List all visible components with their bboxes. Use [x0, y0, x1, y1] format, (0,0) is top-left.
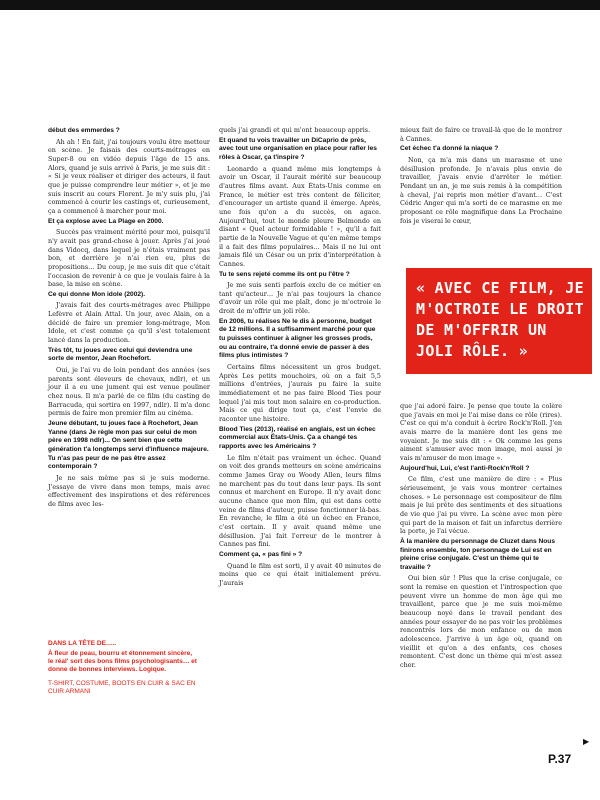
paragraph: Oui bien sûr ! Plus que la crise conjugale, ce sont la remise en question et l'introspection que peuvent vivre un homme de mon âge qui me travaillent, parce que je me suis moi-même beaucoup noyé dans le travail pendant des années pour essayer de ne pas voir les problèmes rencontrés lors de mon enfance ou de mon adolescence. J'arrive à un âge où, quand on vieillit et qu'on a des enfants, ces choses remontent. C'est donc un thème qui m'est assez cher.: [400, 574, 562, 670]
credits-body: À fleur de peau, bourru et étonnement sincère, le réal' sort des bons films psychologisants… et donne de bonnes interviews. Logique.: [48, 650, 197, 673]
column-3-top: [400, 126, 562, 227]
question: Et ça explose avec La Plage en 2000.: [48, 217, 164, 225]
paragraph: Certains films nécessitent un gros budget. Après Les petits mouchoirs, où on a fait 5,5 millions d'entrées, j'aurais pu faire la suite immédiatement et ne pas faire Blood Ties pour lequel j'ai mis tout mon salaire en co-production. Mais ce qui dirige tout ça, c'est l'envie de raconter une histoire.: [219, 363, 381, 423]
column-2: [219, 126, 381, 589]
question: Jeune débutant, tu joues face à Rochefort, Jean Yanne (dans Je règle mon pas sur celui de mon père en 1998 ndlr)... On sent bien que cette génération t'a longtemps servi d'influence majeure. Tu n'as pas peur de ne pas être assez contemporain ?: [48, 420, 209, 471]
question: Et quand tu vois travailler un DiCaprio de près, avec tout une organisation en place pour rafler les rôles à Oscar, ça t'inspire ?: [219, 136, 377, 161]
question: Cet échec t'a donné la niaque ?: [400, 145, 499, 153]
paragraph: Ah ah ! En fait, j'ai toujours voulu être metteur en scène. Je faisais des courts-métrages en Super-8 ou en vidéo depuis l'âge de 15 ans. Alors, quand je suis arrivé à Paris, je me suis dit : « Si je veux réaliser et diriger des acteurs, il faut que je puisse comprendre leur métier », et je me suis inscrit au cours Florent. Je m'y suis plu, j'ai commencé à courir les castings et, curieusement, ça a commencé à marcher pour moi.: [48, 137, 210, 215]
continue-arrow-icon: ▶: [583, 737, 590, 746]
question: Aujourd'hui, Lui, c'est l'anti-Rock'n'Roll ?: [400, 464, 530, 472]
paragraph: J'avais fait des courts-métrages avec Philippe Lefèvre et Alain Attal. Un jour, avec Alain, on a décidé de faire un premier long-métrage, Mon Idole, et c'est comme ça qu'il s'est totalement lancé dans la production.: [48, 301, 210, 345]
pull-quote: « AVEC CE FILM, JE M'OCTROIE LE DROIT DE M'OFFRIR UN JOLI RÔLE. »: [406, 268, 592, 374]
credits-outfit: T-SHIRT, COSTUME, BOOTS EN CUIR & SAC EN CUIR ARMANI: [48, 680, 196, 695]
paragraph: Succès pas vraiment mérité pour moi, puisqu'il n'y avait pas grand-chose à jouer. Après j'ai joué dans Vidocq, dans lequel je n'étais vraiment pas bon, et derrière je n'ai rien eu, plus de propositions… Du coup, je me suis dit que c'était l'occasion de revenir à ce que je voulais faire à la base, la mise en scène.: [48, 228, 210, 289]
paragraph: que j'ai adoré faire. Je pense que toute la colère que j'avais en moi je l'ai mise dans ce rôle (rires). C'est ce qui m'a conduit à écrire Rock'n'Roll. J'en avais marre de la manière dont les gens me voyaient. Je me suis dit : « Ok comme les gens aiment s'amuser avec mon image, moi aussi je vais m'amuser de mon image ».: [400, 402, 562, 462]
paragraph: Non, ça m'a mis dans un marasme et une désillusion profonde. Je n'avais plus envie de travailler, j'avais envie d'arrêter le métier. Pendant un an, je me suis remis à la compétition à cheval, j'ai repris mon métier d'avant… C'est Cédric Anger qui m'a sorti de ce marasme en me proposant ce rôle magnifique dans La Prochaine fois je viserai le cœur,: [400, 155, 562, 225]
question: Comment ça, « pas fini » ?: [219, 550, 303, 558]
paragraph: Je me suis senti parfois exclu de ce métier en tant qu'acteur… Je n'ai pas toujours la chance d'avoir un rôle qui me plaît, donc je m'octroie le droit de m'offrir un joli rôle.: [219, 281, 381, 316]
top-black-bar: [0, 0, 600, 10]
column-3-bottom: [400, 402, 562, 672]
paragraph: mieux fait de faire ce travail-là que de le montrer à Cannes.: [400, 126, 562, 143]
question: À la manière du personnage de Cluzet dans Nous finirons ensemble, ton personnage de Lui est en pleine crise conjugale. C'est un thème qui te travaille ?: [400, 537, 555, 571]
paragraph: Ce film, c'est une manière de dire : « Plus sérieusement, je vais vous montrer certaines choses. » Le personnage est compositeur de film mais je lui prête des sentiments et des situations de vie que j'ai pu vivre. La scène avec mon père qui part de la maison et fait un infarctus derrière la porte, je l'ai vécue.: [400, 475, 562, 536]
paragraph: Oui, je l'ai vu de loin pendant des années (ses parents sont éleveurs de chevaux, ndlr), et un jour il a eu une jument qui est venue pouliner chez nous. Il m'a parlé de ce film (du casting de Barracuda, qui sortira en 1997, ndlr). Il m'a donc permis de faire mon premier film au cinéma.: [48, 366, 210, 418]
paragraph: Quand le film est sorti, il y avait 40 minutes de moins que ce qui était initialement prévu. J'aurais: [219, 561, 381, 587]
question: début des emmerdes ?: [48, 127, 120, 134]
question: Tu te sens rejeté comme ils ont pu l'être ?: [219, 270, 350, 278]
paragraph: Le film n'était pas vraiment un échec. Quand on voit des grands metteurs en scène américains comme James Gray ou Woody Allen, leurs films ne marchent pas du tout dans leur pays. Ils sont connus et marchent en Europe. Il n'y avait donc aucune chance que mon film, qui est dans cette veine de films d'auteur, puisse fonctionner là-bas. En revanche, le film a été un échec en France, c'est certain. Il y avait quand même une désillusion. J'ai fait l'erreur de le montrer à Cannes pas fini.: [219, 453, 381, 549]
question: Très tôt, tu joues avec celui qui deviendra une sorte de mentor, Jean Rochefort.: [48, 346, 193, 363]
paragraph: Je ne sais même pas si je suis moderne. J'essaye de vivre dans mon temps, mais avec effectivement des inspirations et des références de films avec les-: [48, 473, 210, 508]
paragraph: quels j'ai grandi et qui m'ont beaucoup appris.: [219, 126, 371, 134]
credits-heading: DANS LA TÊTE DE…..: [48, 640, 117, 647]
question: Blood Ties (2013), réalisé en anglais, est un échec commercial aux États-Unis. Ça a changé tes rapports avec les Américains ?: [219, 425, 376, 450]
question: En 2006, tu réalises Ne le dis à personne, budget de 12 millions. Il a suffisamment marché pour que tu puisses continuer à aligner les grosses prods, ou au contraire, t'a donné envie de passer à des films plus intimistes ?: [219, 317, 376, 360]
paragraph: Leonardo a quand même mis longtemps à avoir un Oscar, il l'aurait mérité sur beaucoup d'autres films avant. Aux États-Unis comme en France, le métier est très content de féliciter, d'encourager un artiste quand il émerge. Après, une fois qu'on a du succès, on agace. Aujourd'hui, tout le monde pleure Belmondo en disant « Quel acteur formidable ! », qu'il a fait partie de la Nouvelle Vague et qu'en même temps il a fait des films populaires… Mais il ne lui ont jamais filé un César ou un prix d'interprétation à Cannes.: [219, 164, 381, 268]
sidebar-credits: [48, 640, 198, 696]
column-1: [48, 126, 210, 511]
page-number: P.37: [548, 752, 572, 766]
question: Ce qui donne Mon idole (2002).: [48, 290, 146, 298]
